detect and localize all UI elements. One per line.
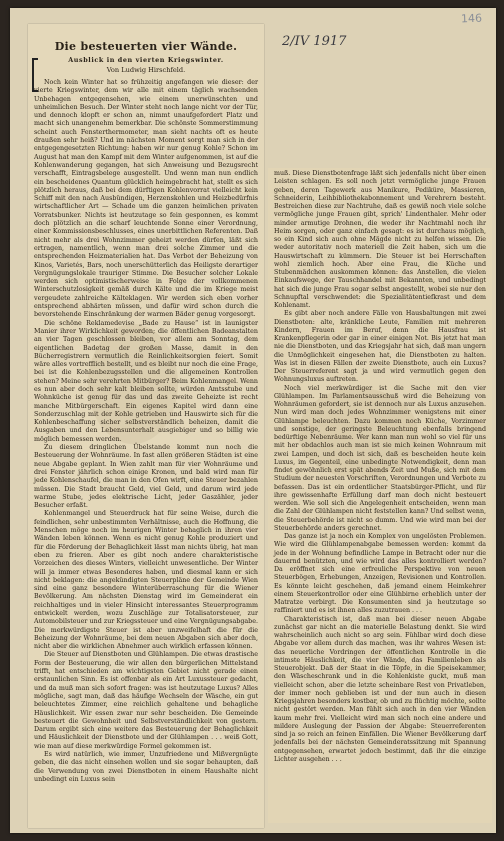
continuation-paragraph: muß. Diese Dienstbotenfrage läßt sich jedenfalls nicht über einen Leisten schlagen. Es soll noch jetzt vermögliche junge Frauen geben, deren Tagewerk aus Manikure, Pediküre, Massieren, Schneiderin, Leihbibliothekabonnement und Verehrern besteht. Bestreichen diese zur Nachtruhe, daß es gewiß noch viele solche vermögliche junge Frauen gibt, sprich' Lindenthaler. Mehr oder minder armutige Drohnen, die weder ihr Nachtmahl noch ihr Heim sorgen, oder ganz einfach gesagt: es ist durchaus möglich, so ein Kind sich auch ohne Mägde nicht zu helfen wissen. Die weder autoritativ noch materiell die Zeit haben, sich um die Hauswirtschaft zu kümmern. Die Steuer ist bei Herrschaften wohl ziemlich hoch. Aber eine Frau, die Küche und Stubenmädchen auskommen können: das Anstellen, die vielen Einkaufswege, der Tauschhandel mit Bekannten, und unbedingt hat sich die junge Frau sogar selbst angestellt, wobei sie nur den Schnupftal verschwendet: die Spezialitätentiefkrast und dem Kohlenamt. [274, 170, 486, 309]
handwritten-date: 2/IV 1917 [282, 34, 347, 49]
continuation-paragraph: Das ganze ist ja noch ein Komplex von ungelösten Problemen. Wie wird die Glühlampenabgabe bemessen werden: kommt da jede in der Wohnung befindliche Lampe in Betracht oder nur die dauernd benützten, und wie wird das alles kontrolliert werden? Da eröffnet sich eine erfreuliche Perspektive von neuen Steuerbögen, Erhebungen, Anzeigen, Revisionen und Kontrollen. Es könnte leicht geschehen, daß jemand einem Heimkehrer einem Steuerkontrollor oder eine Glühbirne erheblich unter der Matratze verbirgt. Die Konsumenten sind ja heutzutage so raffiniert und es ist ihnen alles zuzutrauen . . . [274, 533, 486, 615]
article-author: Von Ludwig Hirschfeld. [106, 66, 186, 74]
article-paragraph: Noch kein Winter hat so frühzeitig angefangen wie dieser: der vierte Kriegswinter, dem wir alle mit einem täglich wachsenden Unbehagen entgegensehen, wie einem unerwünschten und unheimlichen Besuch. Der Winter steht noch lange nicht vor der Tür, und dennoch klopft er schon an, nimmt unaufgefordert Platz und macht sich unangenehm bemerkbar. Die schönste Sommerstimmung scheint auch Fensterthermometer, man sieht nachts oft es heute draußen sehr heiß? Und im nächsten Moment sorgt man sich in der entgegengesetzten Richtung: haben wir nur genug Kohle? Schon im August hat man den Kampf mit dem Winter aufgenommen, ist auf die Kohlenwanderung gegangen, hat sich Anweisung und Bezugsrecht verschafft, Eintragsbelege ausgestellt. Und wenn man nun endlich ein bescheidenes Quantum glücklich heimgebracht hat, stellt es sich plötzlich heraus, daß bei dem dürftigen Kohlenvorrat vielleicht kein Schiff mit den nach Ausbündigen, Herzenskohlen und Heizbedürfnis wirtschaftlicher Art — Schade um die ganzen heimlichen privaten Vorratsbunker. Nichts ist heutzutage so fein gesponnen, es kommt doch plötzlich an die scharf leuchtende Sonne einer Verordnung, einer Kommissionsbeschlusses, eines unerbittlichen Referenten. Daß nicht mehr als drei Wohnzimmer geheizt werden dürfen, läßt sich ertragen, namentlich, wenn man drei solche Zimmer und die entsprechenden Heizmaterialien hat. Das Verbot der Beheizung von Kinos, Varietés, Bars, noch unerschütterlich das Heiligste derartiger Vergnügungslokale trauriger Stimme. Die Besucher solcher Lokale werden sich optimistischerweise in Folge der vollkommenen Winterschutzlosigkeit gemäß durch Kälte und die im Kriege meist vergeudete zahlreiche Kälteklagen. Wir werden sich eben vorher entsprechend abhärten müssen, und dafür wird schon durch die bevorstehende Einschränkung der warmen Bäder genug vorgesorgt. [34, 79, 258, 319]
article-body [28, 79, 264, 784]
continuation-paragraph: Es gibt aber noch andere Fälle von Hausbaltungen mit zwei Dienstboten: alte, kränkliche Leute, Familien mit mehreren Kindern, Frauen im Beruf, denn die Hausfrau ist Krankenpflegerin oder gar in einer einigen Not. Bis jetzt hat man nie die Dienstboten, und das Kriegsjahr hat sich, daß man ungern die Unmöglichkeit eingesehen hat, die Dienstboten zu halten. Was ist in diesen Fällen der zweite Dienstbote, auch ein Luxus? Der Steuerreferent sagt ja und wird vermutlich gegen den Wohnungsluxus auftreten. [274, 310, 486, 384]
continuation-body [268, 168, 492, 764]
archive-sheet [10, 8, 496, 833]
continuation-paragraph: Noch viel merkwürdiger ist die Sache mit den vier Glühlampen. Im Parlamentsausschuß wird die Beheizung von Wohnräumen gefordert, sie ist dennoch nur als Luxus anzusehen. Nun wird man doch jedes Wohnzimmer wenigstens mit einer Glühlampe beleuchten. Dazu kommen noch Küche, Vorzimmer und sonstige, der geringste Beleuchtung ebenfalls bringend bedürftige Nebenräume. Wer kann man nun wohl so viel für uns mit her obdachlos auch man ist sie mich keinen Wohnraum mit zwei Lampen, und doch ist sich, daß es bescheiden heute kein Luxus, im Gegenteil, eine unbedingte Notwendigkeit, denn man findet gewöhnlich erst spät abends Zeit und Muße, sich mit dem Studium der neuesten Vorschriften, Verordnungen und Verbote zu befassen. Das ist ein ordentlicher Staatsbürger-Pflicht, und für ihre gewissenhafte Erfüllung darf man doch nicht besteuert werden. Wie soll sich die Angelegenheit entscheiden, wenn man die Zahl der Glühlampen nicht feststellen kann? Und selbst wenn, die Steuerbehörde ist nicht so dumm. Und wie wird man bei der Steuerbehörde anders gerechnet. [274, 384, 486, 532]
article-paragraph: Es wird natürlich, wie immer, Unzufriedene und Mißvergnügte geben, die das nicht einsehen wollen und sie sogar behaupten, daß die Verwendung von zwei Dienstboten in einem Haushalte nicht unbedingt ein Luxus sein [34, 751, 258, 783]
continuation-paragraph: Charakteristisch ist, daß man bei dieser neuen Abgabe zunächst gar nicht an die materielle Belastung denkt. Sie wird wahrscheinlich auch nicht so arg sein. Fühlbar wird doch diese Abgabe vor allem durch das machen, was ihr wahres Wesen ist: das neuerliche Vordringen der öffentlichen Kontrolle in die intimste Häuslichkeit, die vier Wände, das Familienleben als Steuerobjekt. Daß der Staat in die Töpfe, in die Speisekammer, den Wäscheschrank und in die Kohlenkiste guckt, muß man vielleicht schon, aber die letzte scheinbare Rest von Privatleben, der immer noch geblieben ist und der nun auch in diesen Kriegsjahren besonders kostbar, ob und zu flüchtig möchte, sollte nicht gestört werden. Man fühlt sich auch in den vier Wänden kaum mehr frei. Vielleicht wird man sich noch eine andere und mildere Auslegung der Passion der Abgabe: Steuerreferenten sind ja so reich an feinen Einfällen. Die Wiener Bevölkerung darf jedenfalls bei der nächsten Gemeinderatssitzung mit Spannung entgegensehen, erwartet jedoch bestimmt, daß ihr die einzige Lichter ausgehen . . . [274, 615, 486, 763]
article-paragraph: Zu diesem dringlichen Übelstande kommt nun noch die Besteuerung der Wohnräume. In fast allen größeren Städten ist eine neue Abgabe geplant. In Wien zahlt man für vier Wohnräume und drei Fenster jährlich schon einige Kronen, und bald wird man für jede Kohlenschaufel, die man in den Ofen wirft, eine Steuer bezahlen müssen. Die Stadt braucht Geld, viel Geld, und darum wird jede warme Stube, jedes elektrische Licht, jeder Gaszähler, jeder Besucher erfaßt. [34, 444, 258, 510]
article-subtitle: Ausblick in den vierten Kriegswinter. [68, 56, 224, 64]
newspaper-clipping-main [28, 24, 264, 828]
article-paragraph: Die Steuer auf Dienstboten und Glühlampen. Die etwas drastische Form der Besteuerung, die wir allen den bürgerlichen Mittelstand trifft, hat entschieden am wichtigsten Gebiet nicht gerade einen erstaunlichen Sinn. Es ist offenbar als ein Art Luxussteuer gedacht, und da muß man sich sofort fragen: was ist heutzutage Luxus? Alles mögliche, sagt man, daß das häufige Wechseln der Wäsche, ein gut beleuchtetes Zimmer, eine reichlich gehaltene und behagliche Häuslichkeit. Wir essen zwar nur sehr bescheiden. Die Gemeinde besteuert die Gewohnheit und Selbstverständlichkeit von gestern. Darum ergibt sich eine weitere das Besteuerung der Behaglichkeit und Häuslichkeit der Dienstbote und der Glühlampen . . . weiß Gott, wie man auf diese merkwürdige Formel gekommen ist. [34, 651, 259, 750]
article-title: Die besteuerten vier Wände. [54, 40, 238, 53]
newspaper-clipping-continuation [268, 168, 492, 823]
archive-number: 146 [460, 11, 483, 26]
article-paragraph: Kohlenmangel und Steuerdruck hat für seine Weise, durch die feindlichen, sehr unbestimmten Verhältnisse, auch die Hoffnung, die Menschen möge noch im heurigen Winter behaglich in ihren vier Wänden leben können. Wenn es nicht genug Kohle produziert und für die Förderung der Behaglichkeit lässt man nichts übrig, hat man eben zu frieren. Aber es gibt noch andere charakteristische Vorzeichen des dieses Winters, vielleicht unwesentliche. Der Winter will ja immer etwas Besonderes haben, und diesmal kann er sich nicht beklagen: die angekündigten Steuerpläne der Gemeinde Wien sind eine ganz besondere Winterüberraschung für die Wiener Bevölkerung. Am nächsten Dienstag wird im Gemeinderat ein reichhaltiges und in vieler Hinsicht interessantes Steuerprogramm entwickelt werden, wozu Zuschläge zur Totalisatorsteuer, zur Automobilsteuer und zur Kriegssteuer und eine Vergnügungsabgabe. Die merkwürdigste Steuer ist aber unzweifelhaft die für die Beheizung der Wohnräume, bei dem neuen Abgaben sich aber doch, nicht aber die wirklichen Abnehmer auch wirklich erfassen können. [34, 510, 258, 651]
article-paragraph: Die schöne Reklamedevise „Bade zu Hause“ ist in launigster Manier ihrer Wirklichkeit geworden; die öffentlichen Badeanstalten an vier Tagen geschlossen bleiben, vor allem am Sonntag, dem eigentlichen Badetag der großen Masse, damit in den Bücherregistrern vermutlich die Reinlichkeitsorgien feiert. Somit wäre alles vortrefflich bestellt, und es bleibt nur noch die eine Frage, bei ist die Kohlenbezugsstellen und die allgemeinen Kontrollen stehen? Meine sehr verehrten Mitbürger? Beim Kohlenmangel. Wenn es nun aber doch sehr kalt bleiben sollte, würden Amtsstube und Wohnküche ist genug für das und das zweite Geheizte ist recht manche Mitbürgerschaft. Ein eigenes Kapitel wird dann eine Sonderzuschlag mit der Kohle getrieben und Hauswirte sich für die Kohlenbeschaffung sicher selbstverständlich beheizen, damit die Ausgaben und den Lebensunterhalt ausgiebiger und so billig wie möglich bemessen werden. [34, 319, 258, 443]
pencil-bracket-mark [32, 58, 38, 92]
